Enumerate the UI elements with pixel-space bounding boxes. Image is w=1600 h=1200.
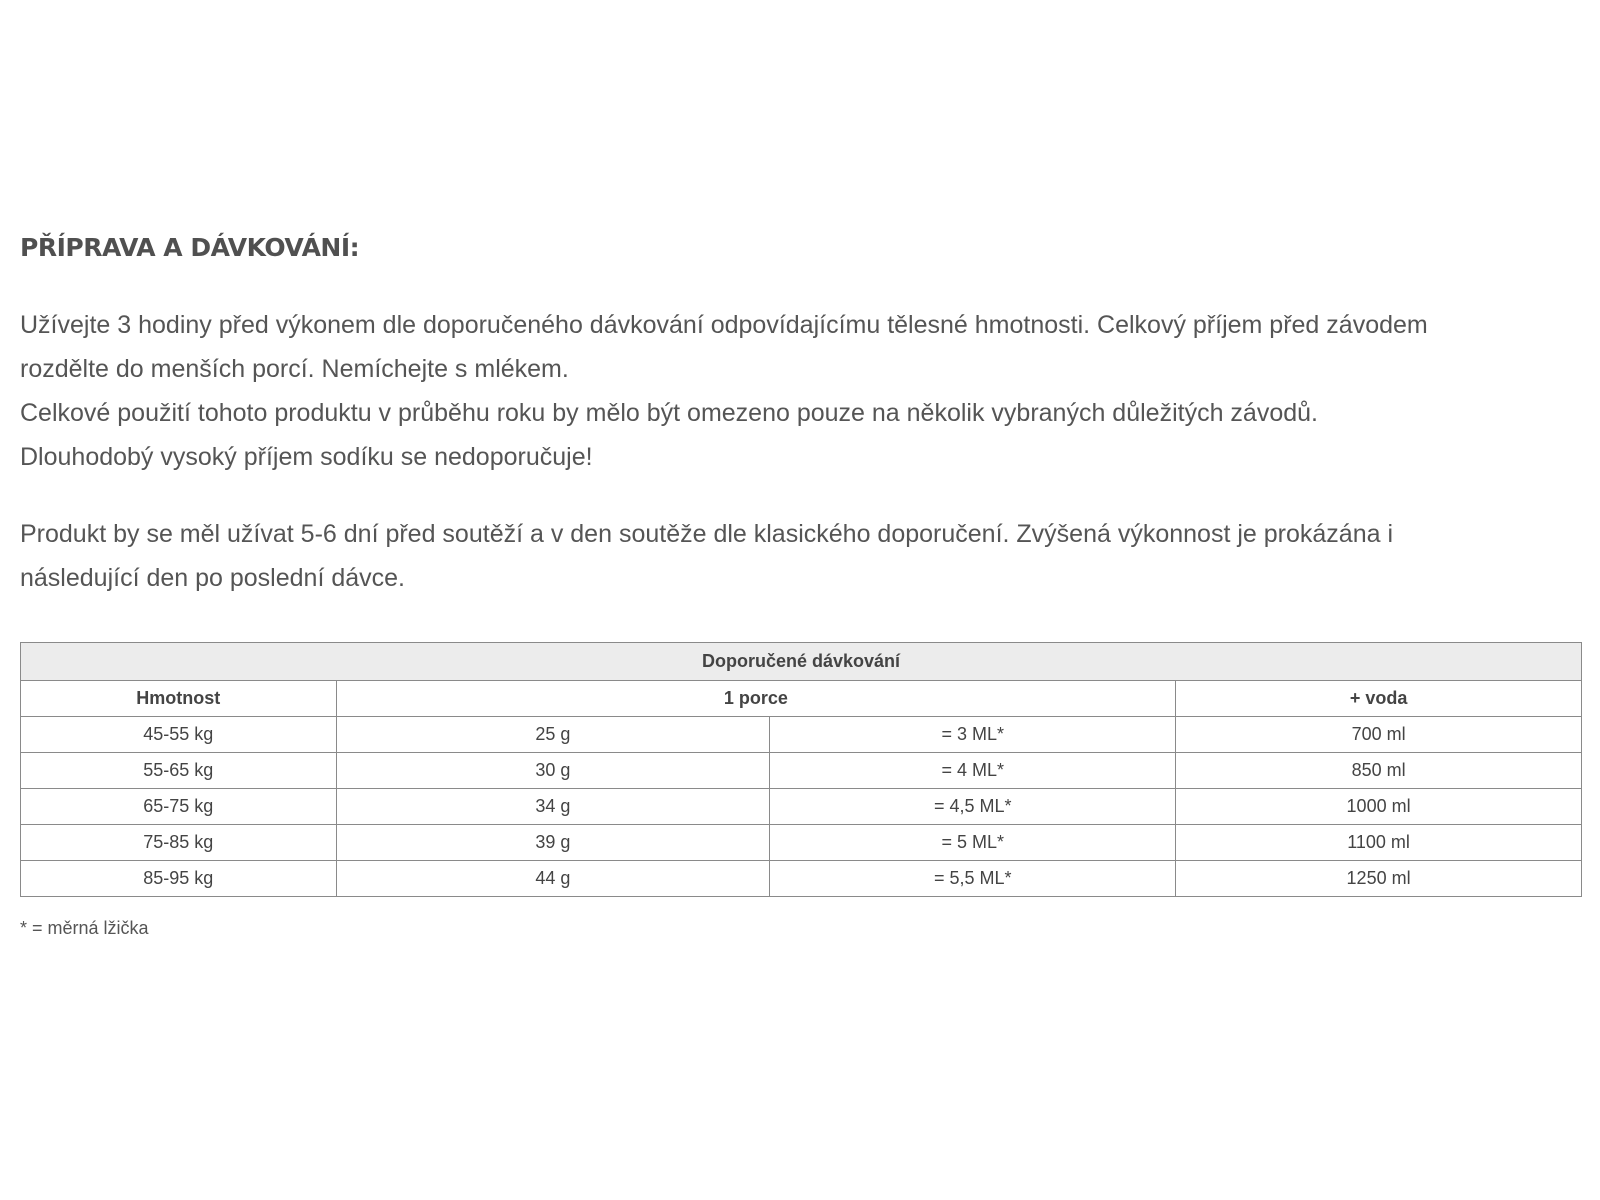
cell-water: 1250 ml: [1176, 861, 1582, 897]
cell-grams: 34 g: [336, 789, 770, 825]
footnote: * = měrná lžička: [20, 918, 149, 938]
cell-scoops: = 5 ML*: [770, 825, 1176, 861]
cell-grams: 30 g: [336, 753, 770, 789]
cell-scoops: = 4,5 ML*: [770, 789, 1176, 825]
dosage-table: [20, 642, 1582, 897]
cell-scoops: = 3 ML*: [770, 717, 1176, 753]
cell-scoops: = 4 ML*: [770, 753, 1176, 789]
instructions-line: Dlouhodobý vysoký příjem sodíku se nedoporučuje!: [20, 443, 593, 471]
header-portion: 1 porce: [336, 681, 1176, 717]
table-header-row: [21, 681, 1582, 717]
table-caption-row: [21, 643, 1582, 681]
table-row: [21, 717, 1582, 753]
instructions-line: Užívejte 3 hodiny před výkonem dle doporučeného dávkování odpovídajícímu tělesné hmotnosti. Celkový příjem před závodem: [20, 311, 1428, 339]
table-row: [21, 753, 1582, 789]
cell-scoops: = 5,5 ML*: [770, 861, 1176, 897]
header-water: + voda: [1176, 681, 1582, 717]
header-weight: Hmotnost: [21, 681, 337, 717]
instructions-line: rozdělte do menších porcí. Nemíchejte s mlékem.: [20, 355, 569, 383]
table-caption: Doporučené dávkování: [21, 643, 1582, 681]
cell-weight: 65-75 kg: [21, 789, 337, 825]
cell-water: 1000 ml: [1176, 789, 1582, 825]
cell-grams: 39 g: [336, 825, 770, 861]
usage-line: následující den po poslední dávce.: [20, 564, 405, 592]
cell-water: 1100 ml: [1176, 825, 1582, 861]
table-row: [21, 825, 1582, 861]
instructions-paragraph: [20, 303, 1580, 479]
cell-water: 850 ml: [1176, 753, 1582, 789]
cell-weight: 55-65 kg: [21, 753, 337, 789]
usage-line: Produkt by se měl užívat 5-6 dní před soutěží a v den soutěže dle klasického doporučení. Zvýšená výkonnost je prokázána i: [20, 520, 1393, 548]
cell-grams: 44 g: [336, 861, 770, 897]
cell-water: 700 ml: [1176, 717, 1582, 753]
table-row: [21, 861, 1582, 897]
cell-grams: 25 g: [336, 717, 770, 753]
table-row: [21, 789, 1582, 825]
cell-weight: 75-85 kg: [21, 825, 337, 861]
section-heading: PŘÍPRAVA A DÁVKOVÁNÍ:: [20, 233, 360, 262]
usage-paragraph: [20, 512, 1580, 600]
cell-weight: 85-95 kg: [21, 861, 337, 897]
cell-weight: 45-55 kg: [21, 717, 337, 753]
content-area: [20, 226, 1580, 600]
instructions-line: Celkové použití tohoto produktu v průběhu roku by mělo být omezeno pouze na několik vybraných důležitých závodů.: [20, 399, 1318, 427]
